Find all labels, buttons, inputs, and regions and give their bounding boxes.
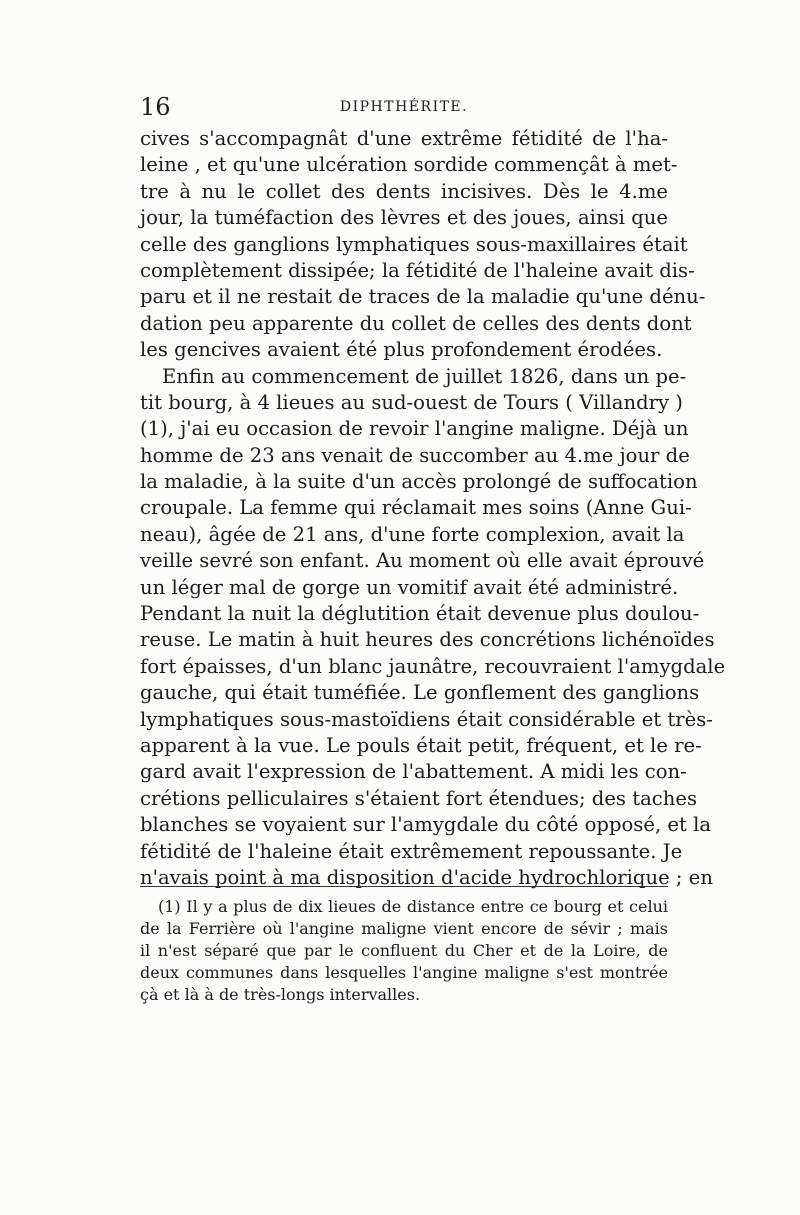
text-line: celle des ganglions lymphatiques sous-maxillaires était [140, 232, 688, 256]
text-line: cives s'accompagnât d'une extrême fétidité de l'ha- [140, 127, 668, 150]
text-line: tre à nu le collet des dents incisives. Dès le 4.me [140, 179, 668, 203]
text-line: neau), âgée de 21 ans, d'une forte complexion, avait la [140, 522, 685, 546]
footnote-line: (1) Il y a plus de dix lieues de distance entre ce bourg et celui [158, 897, 668, 916]
text-line: reuse. Le matin à huit heures des concrétions lichénoïdes [140, 628, 715, 652]
footnote [140, 896, 668, 1006]
text-line: Pendant la nuit la déglutition était devenue plus doulou- [140, 602, 700, 626]
page-header [140, 94, 668, 120]
text-line: fort épaisses, d'un blanc jaunâtre, recouvraient l'amygdale [140, 654, 726, 678]
text-line: homme de 23 ans venait de succomber au 4.me jour de [140, 443, 690, 467]
text-line: n'avais point à ma disposition d'acide hydrochlorique ; en [140, 865, 713, 889]
text-line: gauche, qui était tuméfiée. Le gonflement des ganglions [140, 681, 700, 705]
body-text [140, 126, 726, 891]
text-line: dation peu apparente du collet de celles des dents dont [140, 311, 692, 335]
text-line: tit bourg, à 4 lieues au sud-ouest de Tours ( Villandry ) [140, 390, 683, 414]
text-line: veille sevré son enfant. Au moment où elle avait éprouvé [140, 549, 705, 573]
text-line: apparent à la vue. Le pouls était petit, fréquent, et le re- [140, 733, 702, 757]
text-line: complètement dissipée; la fétidité de l'haleine avait dis- [140, 258, 695, 282]
text-line: blanches se voyaient sur l'amygdale du côté opposé, et la [140, 813, 712, 837]
text-line: (1), j'ai eu occasion de revoir l'angine maligne. Déjà un [140, 417, 689, 441]
footnote-line: deux communes dans lesquelles l'angine maligne s'est montrée [140, 963, 668, 982]
footnote-line: de la Ferrière où l'angine maligne vient encore de sévir ; mais [140, 919, 668, 938]
text-line: la maladie, à la suite d'un accès prolongé de suffocation [140, 470, 698, 494]
page-number: 16 [140, 93, 171, 121]
paragraph-end-line: les gencives avaient été plus profondement érodées. [140, 338, 663, 362]
text-line: fétidité de l'haleine était extrêmement repoussante. Je [140, 839, 683, 863]
text-line: jour, la tuméfaction des lèvres et des joues, ainsi que [140, 206, 668, 230]
text-line: lymphatiques sous-mastoïdiens était considérable et très- [140, 707, 713, 731]
footnote-rule [140, 886, 668, 887]
footnote-line: il n'est séparé que par le confluent du Cher et de la Loire, de [140, 941, 668, 960]
text-line: leine , et qu'une ulcération sordide commençât à met- [140, 153, 678, 177]
text-line: paru et il ne restait de traces de la maladie qu'une dénu- [140, 285, 706, 309]
text-line: crétions pelliculaires s'étaient fort étendues; des taches [140, 786, 698, 810]
footnote-line: çà et là à de très-longs intervalles. [140, 985, 421, 1004]
running-title: DIPHTHÉRITE. [339, 99, 469, 115]
text-line: croupale. La femme qui réclamait mes soins (Anne Gui- [140, 496, 692, 520]
text-line: un léger mal de gorge un vomitif avait été administré. [140, 575, 679, 599]
paragraph-start-line: Enfin au commencement de juillet 1826, dans un pe- [162, 364, 687, 388]
text-line: gard avait l'expression de l'abattement. A midi les con- [140, 760, 687, 784]
